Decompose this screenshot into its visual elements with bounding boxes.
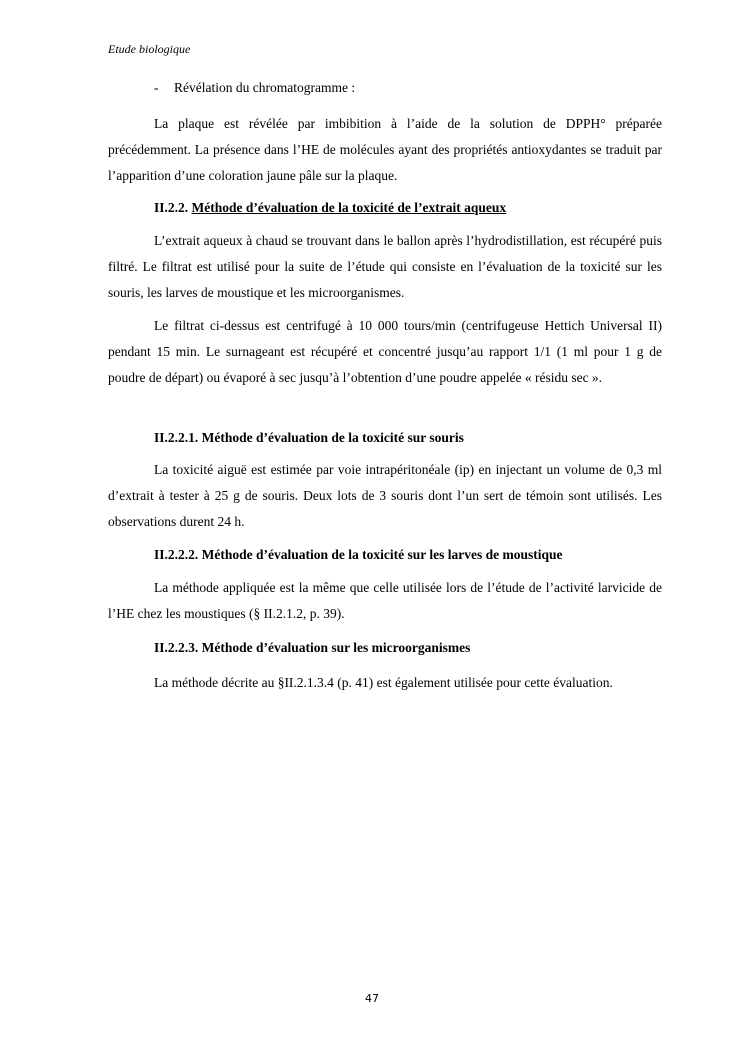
section-heading-2-2-2-1: II.2.2.1. Méthode d’évaluation de la toxicité sur souris <box>154 430 464 445</box>
paragraph-microorganismes: La méthode décrite au §II.2.1.3.4 (p. 41) est également utilisée pour cette évaluation. <box>154 675 613 690</box>
bullet-text: Révélation du chromatogramme : <box>174 80 356 95</box>
bullet-dash: - <box>154 80 159 95</box>
section-heading-2-2-2-2: II.2.2.2. Méthode d’évaluation de la toxicité sur les larves de moustique <box>154 547 563 562</box>
section-heading-2-2-2-3: II.2.2.3. Méthode d’évaluation sur les microorganismes <box>154 640 471 655</box>
paragraph-revelation: La plaque est révélée par imbibition à l’aide de la solution de DPPH° préparée précédemment. La présence dans l’HE de molécules ayant des propriétés antioxydantes se traduit par l’apparition d’une coloration jaune pâle sur la plaque. <box>108 116 662 183</box>
section-heading-2-2-2 <box>154 200 506 216</box>
section-number: II.2.2. <box>154 200 189 215</box>
paragraph-extrait-aqueux: L’extrait aqueux à chaud se trouvant dans le ballon après l’hydrodistillation, est récupéré puis filtré. Le filtrat est utilisé pour la suite de l’étude qui consiste en l’évaluation de la toxicité sur les souris, les larves de moustique et les microorganismes. <box>108 233 662 300</box>
section-title: Méthode d’évaluation de la toxicité de l’extrait aqueux <box>191 200 507 215</box>
paragraph-filtrat: Le filtrat ci-dessus est centrifugé à 10 000 tours/min (centrifugeuse Hettich Universal II) pendant 15 min. Le surnageant est récupéré et concentré jusqu’au rapport 1/1 (1 ml pour 1 g de poudre de départ) ou évaporé à sec jusqu’à l’obtention d’une poudre appelée « résidu sec ». <box>108 318 662 385</box>
running-header: Etude biologique <box>108 42 191 56</box>
paragraph-toxicite-souris: La toxicité aiguë est estimée par voie intrapéritonéale (ip) en injectant un volume de 0,3 ml d’extrait à tester à 25 g de souris. Deux lots de 3 souris dont l’un sert de témoin sont utilisés. Les observations durent 24 h. <box>108 462 662 529</box>
page-number: 47 <box>365 992 379 1005</box>
paragraph-larves: La méthode appliquée est la même que celle utilisée lors de l’étude de l’activité larvicide de l’HE chez les moustiques (§ II.2.1.2, p. 39). <box>108 580 662 621</box>
bullet-item <box>154 80 355 96</box>
